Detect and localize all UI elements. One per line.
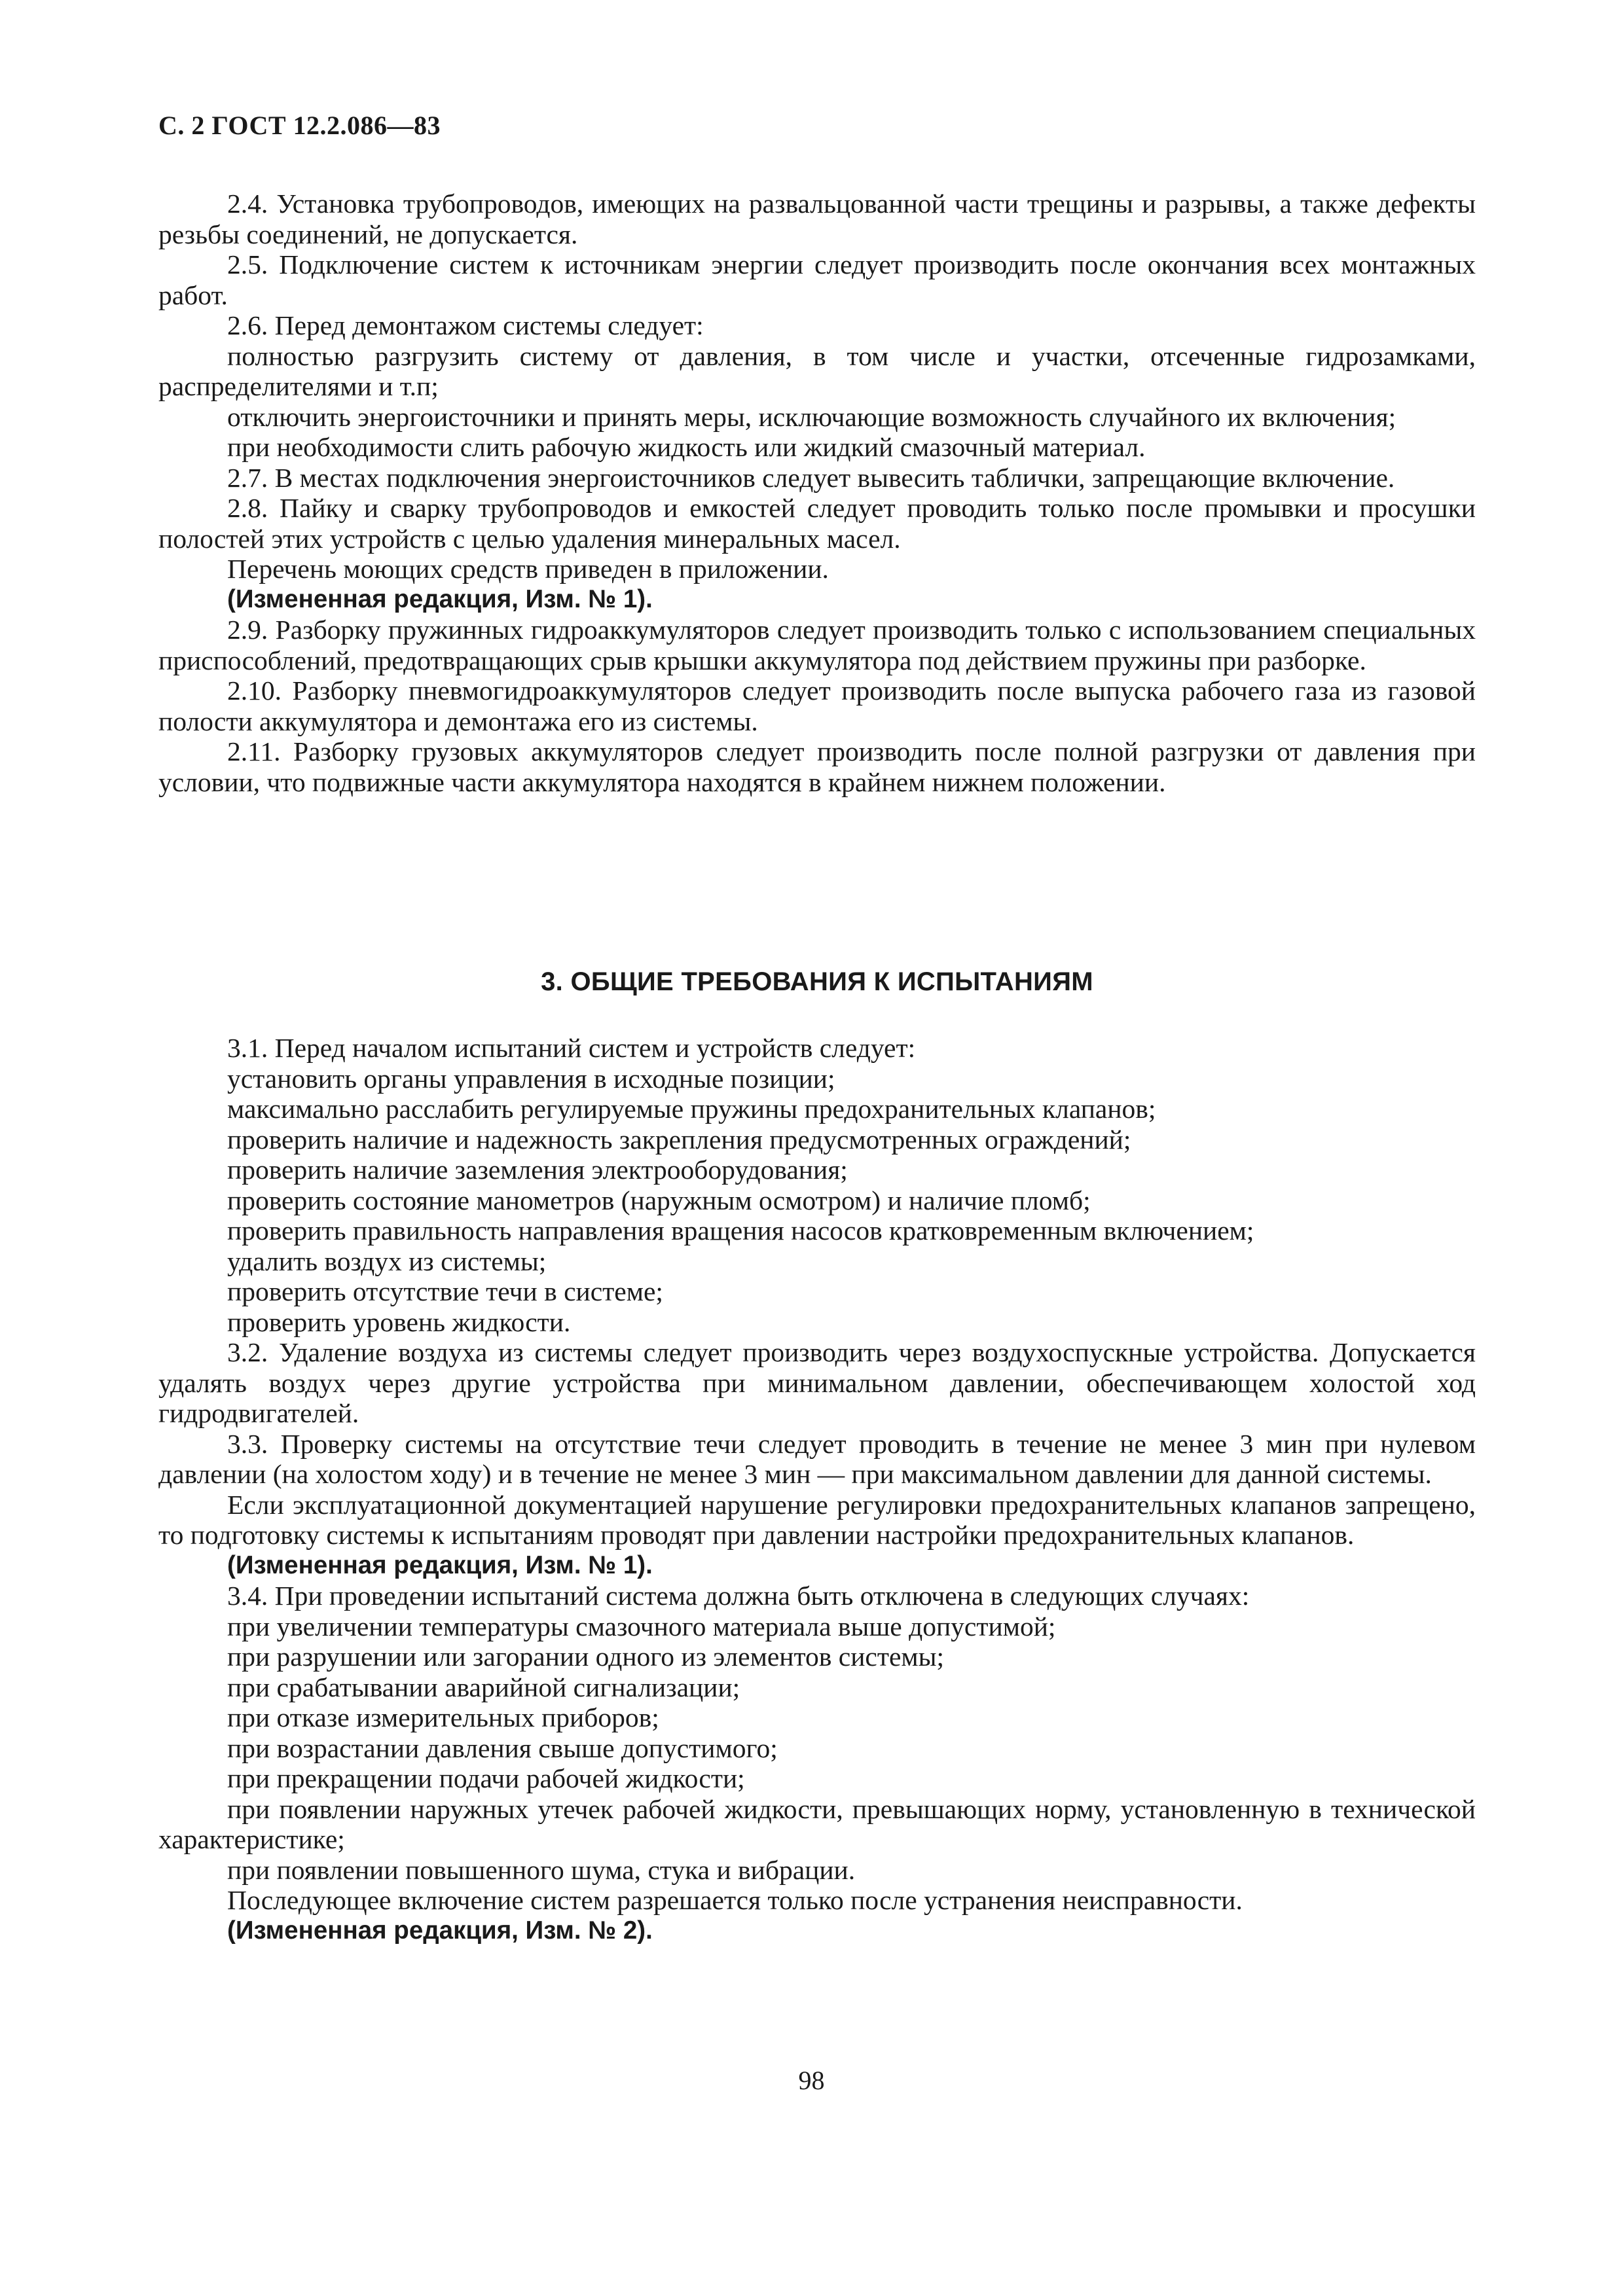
paragraph: проверить состояние манометров (наружным осмотром) и наличие пломб;: [227, 1185, 1091, 1215]
paragraph: Перечень моющих средств приведен в приложении.: [227, 554, 829, 584]
paragraph: проверить наличие и надежность закрепления предусмотренных ограждений;: [227, 1124, 1131, 1155]
paragraph: удалить воздух из системы;: [227, 1246, 547, 1276]
paragraph: проверить отсутствие течи в системе;: [227, 1276, 663, 1306]
paragraph: 2.9. Разборку пружинных гидроаккумуляторов следует производить только с использованием специальных приспособлений, предотвращающих срыв крышки аккумулятора под действием пружины при разборке.: [158, 615, 1476, 675]
paragraph: отключить энергоисточники и принять меры, исключающие возможность случайного их включения;: [227, 401, 1396, 432]
paragraph: Если эксплуатационной документацией нарушение регулировки предохранительных клапанов запрещено, то подготовку системы к испытаниям проводят при давлении настройки предохранительных клапанов.: [158, 1489, 1476, 1550]
section-title: 3. ОБЩИЕ ТРЕБОВАНИЯ К ИСПЫТАНИЯМ: [541, 967, 1093, 996]
paragraphs-section-3: [158, 1033, 1476, 1946]
paragraph: 2.5. Подключение систем к источникам энергии следует производить после окончания всех монтажных работ.: [158, 249, 1476, 310]
paragraph: при разрушении или загорании одного из элементов системы;: [227, 1641, 945, 1672]
paragraph: 2.10. Разборку пневмогидроаккумуляторов следует производить после выпуска рабочего газа из газовой полости аккумулятора и демонтажа его из системы.: [158, 675, 1476, 736]
paragraphs-section-2: [158, 188, 1476, 797]
paragraph: проверить правильность направления вращения насосов кратковременным включением;: [227, 1215, 1254, 1246]
paragraph: при необходимости слить рабочую жидкость или жидкий смазочный материал.: [227, 432, 1146, 462]
paragraph: при увеличении температуры смазочного материала выше допустимой;: [227, 1611, 1056, 1641]
paragraph: максимально расслабить регулируемые пружины предохранительных клапанов;: [227, 1094, 1156, 1124]
paragraph: 2.11. Разборку грузовых аккумуляторов следует производить после полной разгрузки от давления при условии, что подвижные части аккумулятора находятся в крайнем нижнем положении.: [158, 736, 1476, 797]
paragraph: 3.4. При проведении испытаний система должна быть отключена в следующих случаях:: [227, 1581, 1250, 1611]
amendment-note: (Измененная редакция, Изм. № 1).: [227, 584, 653, 613]
paragraph: при срабатывании аварийной сигнализации;: [227, 1672, 740, 1702]
paragraph: 3.2. Удаление воздуха из системы следует производить через воздухоспускные устройства. Допускается удалять воздух через другие устройства при минимальном давлении, обеспечивающем холостой ход гидродвигателей.: [158, 1337, 1476, 1428]
paragraph: 2.6. Перед демонтажом системы следует:: [227, 310, 704, 340]
paragraph: 2.4. Установка трубопроводов, имеющих на развальцованной части трещины и разрывы, а также дефекты резьбы соединений, не допускается.: [158, 188, 1476, 249]
paragraph: при прекращении подачи рабочей жидкости;: [227, 1763, 745, 1793]
running-head: С. 2 ГОСТ 12.2.086—83: [158, 111, 441, 140]
paragraph: 2.7. В местах подключения энергоисточников следует вывесить таблички, запрещающие включение.: [227, 462, 1395, 493]
paragraph: при появлении повышенного шума, стука и вибрации.: [227, 1854, 856, 1885]
paragraph: Последующее включение систем разрешается только после устранения неисправности.: [227, 1885, 1243, 1915]
paragraph: полностью разгрузить систему от давления, в том числе и участки, отсеченные гидрозамками, распределителями и т.п;: [158, 340, 1476, 401]
paragraph: проверить уровень жидкости.: [227, 1306, 571, 1337]
paragraph: при появлении наружных утечек рабочей жидкости, превышающих норму, установленную в технической характеристике;: [158, 1793, 1476, 1854]
paragraph: проверить наличие заземления электрооборудования;: [227, 1155, 848, 1185]
amendment-note: (Измененная редакция, Изм. № 2).: [227, 1916, 653, 1945]
paragraph: 2.8. Пайку и сварку трубопроводов и емкостей следует проводить только после промывки и просушки полостей этих устройств с целью удаления минеральных масел.: [158, 493, 1476, 554]
amendment-note: (Измененная редакция, Изм. № 1).: [227, 1551, 653, 1579]
paragraph: установить органы управления в исходные позиции;: [227, 1063, 835, 1094]
page-number: 98: [798, 2066, 825, 2095]
paragraph: 3.3. Проверку системы на отсутствие течи следует проводить в течение не менее 3 мин при нулевом давлении (на холостом ходу) и в течение не менее 3 мин — при максимальном давлении для данной системы.: [158, 1428, 1476, 1489]
paragraph: 3.1. Перед началом испытаний систем и устройств следует:: [227, 1033, 916, 1063]
paragraph: при возрастании давления свыше допустимого;: [227, 1732, 778, 1763]
paragraph: при отказе измерительных приборов;: [227, 1702, 659, 1732]
